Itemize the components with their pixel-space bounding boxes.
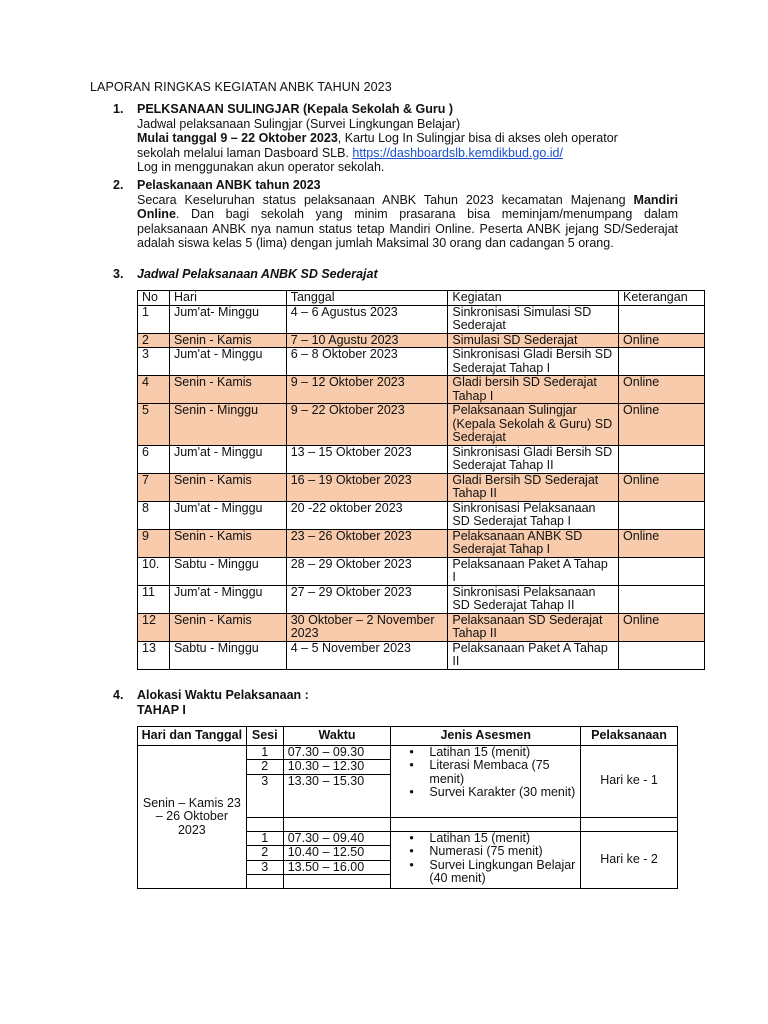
cell-keterangan: Online — [619, 529, 705, 557]
pelaksanaan-cell: Hari ke - 1 — [581, 745, 678, 817]
table-row — [138, 348, 705, 376]
empty-cell — [246, 817, 283, 831]
asesmen-list — [395, 746, 576, 800]
empty-cell — [283, 817, 391, 831]
cell-tanggal: 13 – 15 Oktober 2023 — [286, 445, 448, 473]
cell-hari: Jum'at - Minggu — [169, 501, 286, 529]
cell-tanggal: 16 – 19 Oktober 2023 — [286, 473, 448, 501]
hari-tanggal-cell: Senin – Kamis 23 – 26 Oktober 2023 — [138, 745, 247, 889]
paragraph-line: Jadwal pelaksanaan Sulingjar (Survei Lingkungan Belajar) — [137, 116, 461, 131]
cell-tanggal: 30 Oktober – 2 November 2023 — [286, 613, 448, 641]
section-number: 2. — [113, 178, 124, 192]
cell-keterangan — [619, 557, 705, 585]
sesi-cell: 1 — [246, 831, 283, 846]
cell-hari: Sabtu - Minggu — [169, 557, 286, 585]
header-kegiatan: Kegiatan — [448, 291, 619, 306]
table-row — [138, 445, 705, 473]
cell-tanggal: 28 – 29 Oktober 2023 — [286, 557, 448, 585]
header-pelaksanaan: Pelaksanaan — [581, 727, 678, 746]
cell-keterangan — [619, 501, 705, 529]
cell-no: 12 — [138, 613, 170, 641]
waktu-cell: 07.30 – 09.40 — [283, 831, 391, 846]
stage-label: TAHAP I — [137, 702, 186, 717]
cell-keterangan — [619, 348, 705, 376]
sesi-cell: 2 — [246, 846, 283, 861]
list-item: • Numerasi (75 menit) — [429, 845, 576, 859]
cell-no: 4 — [138, 376, 170, 404]
cell-kegiatan: Pelaksanaan SD Sederajat Tahap II — [448, 613, 619, 641]
cell-keterangan: Online — [619, 613, 705, 641]
sesi-cell: 1 — [246, 745, 283, 760]
cell-kegiatan: Sinkronisasi Pelaksanaan SD Sederajat Tahap I — [448, 501, 619, 529]
cell-kegiatan: Simulasi SD Sederajat — [448, 333, 619, 348]
cell-hari: Jum'at - Minggu — [169, 348, 286, 376]
date-range-bold: Mulai tanggal 9 – 22 Oktober 2023 — [137, 131, 338, 145]
header-hari: Hari — [169, 291, 286, 306]
paragraph-text: sekolah melalui laman Dasboard SLB. — [137, 145, 349, 160]
section-2 — [113, 178, 678, 251]
cell-no: 10. — [138, 557, 170, 585]
cell-tanggal: 9 – 12 Oktober 2023 — [286, 376, 448, 404]
header-hari-tanggal: Hari dan Tanggal — [138, 727, 247, 746]
list-item: • Survei Lingkungan Belajar (40 menit) — [429, 859, 576, 886]
cell-keterangan: Online — [619, 376, 705, 404]
cell-tanggal: 27 – 29 Oktober 2023 — [286, 585, 448, 613]
list-item: • Latihan 15 (menit) — [429, 832, 576, 846]
cell-tanggal: 4 – 6 Agustus 2023 — [286, 305, 448, 333]
cell-kegiatan: Gladi bersih SD Sederajat Tahap I — [448, 376, 619, 404]
cell-no: 2 — [138, 333, 170, 348]
section-heading: Jadwal Pelaksanaan ANBK SD Sederajat — [137, 267, 378, 281]
waktu-cell: 10.30 – 12.30 — [283, 760, 391, 775]
cell-no: 8 — [138, 501, 170, 529]
cell-kegiatan: Pelaksanaan Paket A Tahap II — [448, 641, 619, 669]
cell-hari: Jum'at - Minggu — [169, 445, 286, 473]
cell-tanggal: 20 -22 oktober 2023 — [286, 501, 448, 529]
table-row — [138, 745, 678, 760]
cell-kegiatan: Pelaksanaan Paket A Tahap I — [448, 557, 619, 585]
section-1 — [113, 102, 678, 175]
cell-no: 9 — [138, 529, 170, 557]
cell-no: 5 — [138, 404, 170, 446]
table-row — [138, 473, 705, 501]
cell-kegiatan: Sinkronisasi Gladi Bersih SD Sederajat Tahap I — [448, 348, 619, 376]
header-waktu: Waktu — [283, 727, 391, 746]
report-title: LAPORAN RINGKAS KEGIATAN ANBK TAHUN 2023 — [90, 80, 392, 94]
cell-keterangan: Online — [619, 404, 705, 446]
cell-keterangan — [619, 641, 705, 669]
cell-keterangan: Online — [619, 473, 705, 501]
cell-hari: Senin - Kamis — [169, 529, 286, 557]
table-row — [138, 305, 705, 333]
empty-cell — [581, 817, 678, 831]
section-heading: Alokasi Waktu Pelaksanaan : — [137, 688, 309, 702]
asesmen-list — [395, 832, 576, 886]
cell-keterangan — [619, 585, 705, 613]
cell-no: 11 — [138, 585, 170, 613]
section-number: 3. — [113, 267, 124, 281]
paragraph-text: , Kartu Log In Sulingjar bisa di akses oleh operator — [337, 131, 618, 145]
asesmen-cell — [391, 745, 581, 817]
cell-kegiatan: Gladi Bersih SD Sederajat Tahap II — [448, 473, 619, 501]
header-jenis-asesmen: Jenis Asesmen — [391, 727, 581, 746]
cell-keterangan — [619, 445, 705, 473]
sesi-cell: 3 — [246, 860, 283, 875]
asesmen-cell — [391, 831, 581, 889]
schedule-table — [137, 290, 705, 670]
table-row — [138, 641, 705, 669]
paragraph-line: Log in menggunakan akun operator sekolah. — [137, 160, 385, 174]
section-4 — [113, 688, 678, 717]
header-tanggal: Tanggal — [286, 291, 448, 306]
cell-hari: Senin - Kamis — [169, 473, 286, 501]
cell-no: 3 — [138, 348, 170, 376]
cell-no: 6 — [138, 445, 170, 473]
empty-cell — [246, 875, 283, 889]
cell-hari: Jum'at- Minggu — [169, 305, 286, 333]
section-number: 1. — [113, 102, 124, 116]
cell-hari: Jum'at - Minggu — [169, 585, 286, 613]
header-keterangan: Keterangan — [619, 291, 705, 306]
section-paragraph — [137, 193, 678, 251]
section-heading: PELKSANAAN SULINGJAR (Kepala Sekolah & Guru ) — [137, 102, 454, 116]
empty-cell — [391, 817, 581, 831]
cell-tanggal: 9 – 22 Oktober 2023 — [286, 404, 448, 446]
cell-hari: Senin - Minggu — [169, 404, 286, 446]
mandiri-online-bold: Mandiri Online — [137, 192, 678, 221]
table-row — [138, 529, 705, 557]
waktu-cell: 07.30 – 09.30 — [283, 745, 391, 760]
cell-tanggal: 4 – 5 November 2023 — [286, 641, 448, 669]
cell-hari: Senin - Kamis — [169, 613, 286, 641]
waktu-cell: 10.40 – 12.50 — [283, 846, 391, 861]
paragraph-text: . Dan bagi sekolah yang minim prasarana bisa meminjam/menumpang dalam pelaksanaan ANBK nya namun status tetap Mandiri Online. Peserta ANBK jejang SD/Sederajat adalah siswa kelas 5 (lima) dengan jumlah Maksimal 30 orang dan cadangan 5 orang. — [137, 207, 678, 250]
cell-tanggal: 7 – 10 Agustu 2023 — [286, 333, 448, 348]
cell-kegiatan: Sinkronisasi Pelaksanaan SD Sederajat Tahap II — [448, 585, 619, 613]
time-allocation-table — [137, 726, 678, 889]
cell-tanggal: 23 – 26 Oktober 2023 — [286, 529, 448, 557]
cell-kegiatan: Sinkronisasi Gladi Bersih SD Sederajat Tahap II — [448, 445, 619, 473]
list-item: • Survei Karakter (30 menit) — [429, 786, 576, 800]
list-item: • Literasi Membaca (75 menit) — [429, 759, 576, 786]
list-item: • Latihan 15 (menit) — [429, 746, 576, 760]
table-row — [138, 333, 705, 348]
cell-kegiatan: Pelaksanaan ANBK SD Sederajat Tahap I — [448, 529, 619, 557]
table-row — [138, 376, 705, 404]
cell-keterangan — [619, 305, 705, 333]
paragraph-text: Secara Keseluruhan status pelaksanaan ANBK Tahun 2023 kecamatan Majenang — [137, 192, 626, 207]
table-row — [138, 585, 705, 613]
cell-no: 1 — [138, 305, 170, 333]
table-row — [138, 501, 705, 529]
allocation-header-row — [138, 727, 678, 746]
section-heading: Pelaskanaan ANBK tahun 2023 — [137, 178, 321, 192]
cell-kegiatan: Pelaksanaan Sulingjar (Kepala Sekolah & Guru) SD Sederajat — [448, 404, 619, 446]
cell-no: 13 — [138, 641, 170, 669]
pelaksanaan-cell: Hari ke - 2 — [581, 831, 678, 889]
table-row — [138, 404, 705, 446]
schedule-body — [138, 305, 705, 669]
cell-hari: Senin - Kamis — [169, 333, 286, 348]
empty-cell — [283, 875, 391, 889]
section-3 — [113, 267, 678, 282]
waktu-cell: 13.30 – 15.30 — [283, 774, 391, 817]
table-row — [138, 557, 705, 585]
dashboard-link[interactable]: https://dashboardslb.kemdikbud.go.id/ — [352, 145, 563, 160]
cell-hari: Senin - Kamis — [169, 376, 286, 404]
header-no: No — [138, 291, 170, 306]
cell-tanggal: 6 – 8 Oktober 2023 — [286, 348, 448, 376]
cell-keterangan: Online — [619, 333, 705, 348]
sesi-cell: 2 — [246, 760, 283, 775]
section-number: 4. — [113, 688, 124, 702]
schedule-header-row — [138, 291, 705, 306]
sesi-cell: 3 — [246, 774, 283, 817]
cell-no: 7 — [138, 473, 170, 501]
table-row — [138, 613, 705, 641]
waktu-cell: 13.50 – 16.00 — [283, 860, 391, 875]
cell-hari: Sabtu - Minggu — [169, 641, 286, 669]
cell-kegiatan: Sinkronisasi Simulasi SD Sederajat — [448, 305, 619, 333]
header-sesi: Sesi — [246, 727, 283, 746]
